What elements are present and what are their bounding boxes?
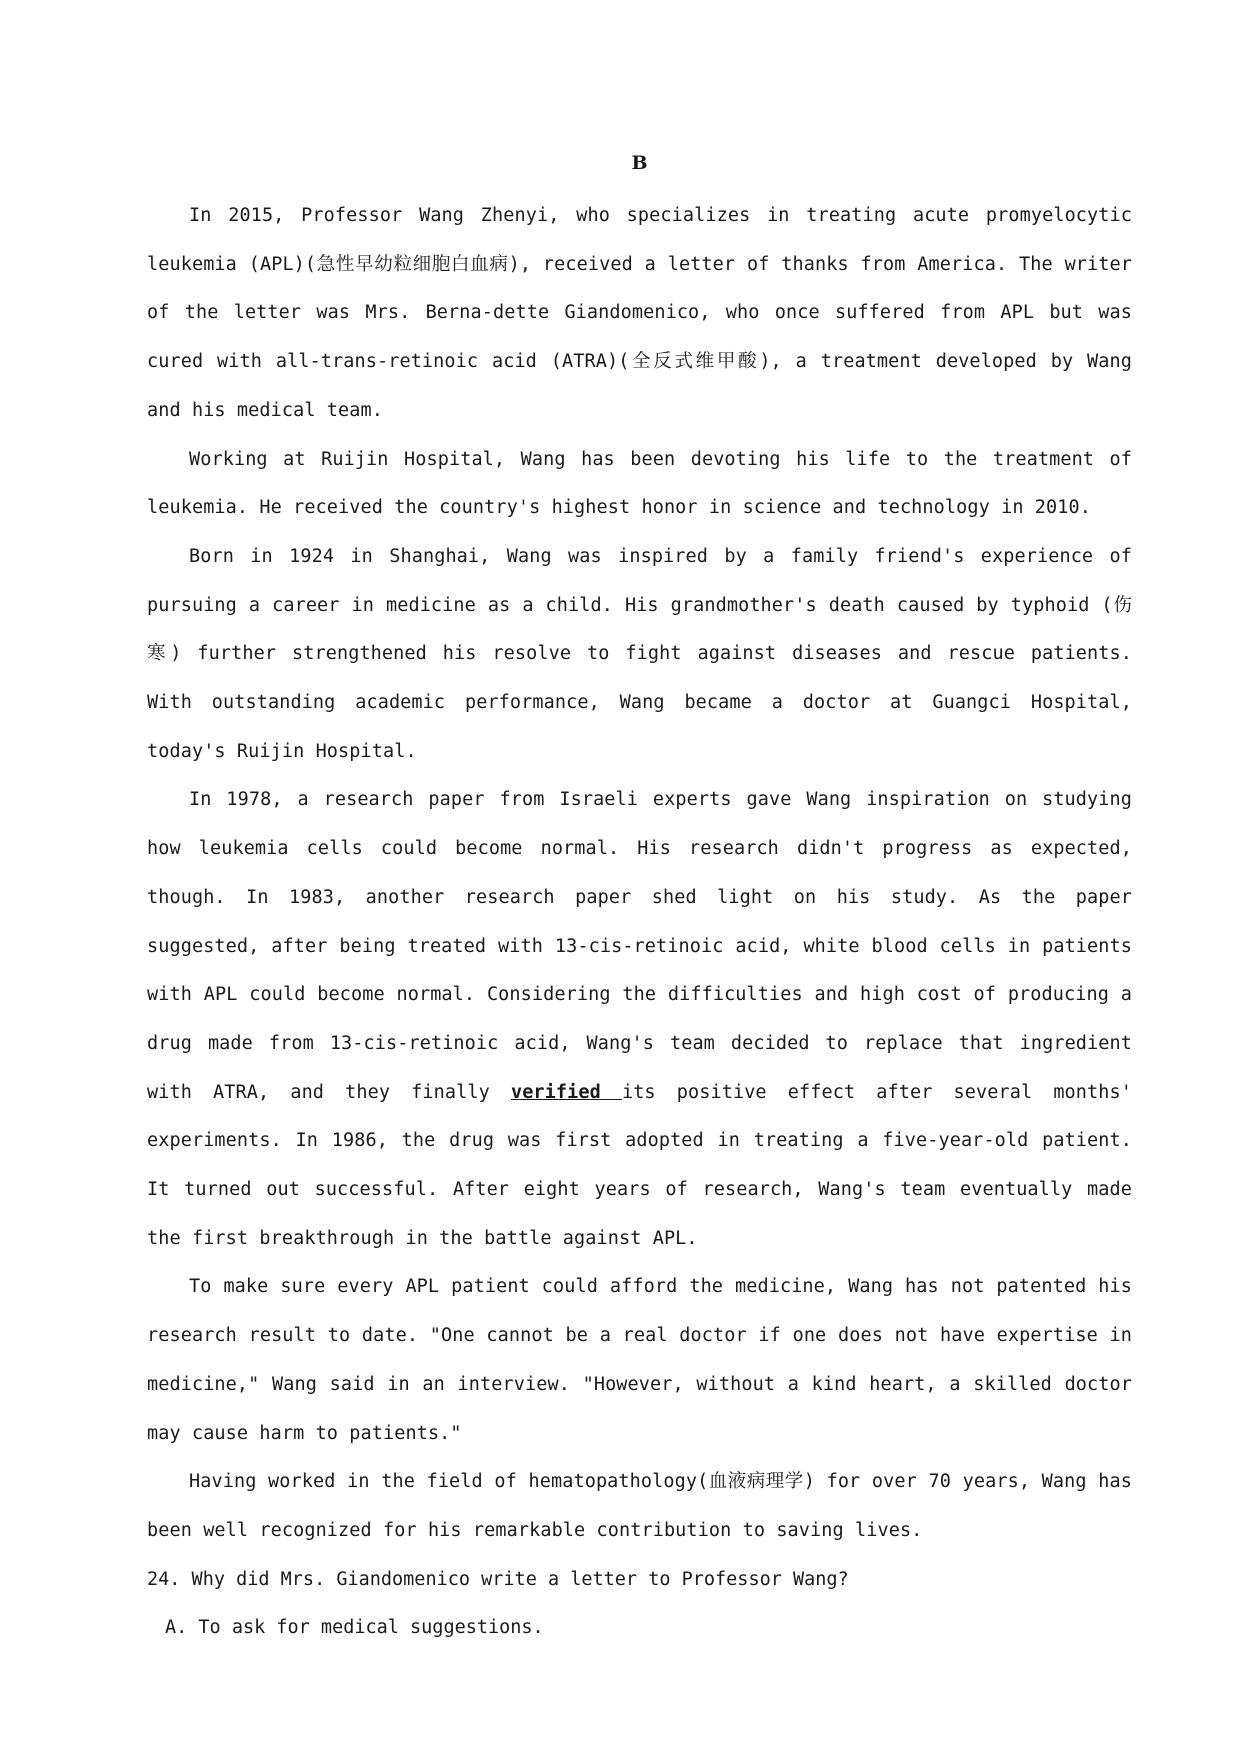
passage-paragraph-4 xyxy=(147,776,1132,1263)
paragraph-4-text-before: In 1978, a research paper from Israeli experts gave Wang inspiration on studying how leukemia cells could become normal. His research didn't progress as expected, though. In 1983, another research paper shed light on his study. As the paper suggested, after being treated with 13-cis-retinoic acid, white blood cells in patients with APL could become normal. Considering the difficulties and high cost of producing a drug made from 13-cis-retinoic acid, Wang's team decided to replace that ingredient with ATRA, and they finally xyxy=(147,789,1132,1103)
section-title: B xyxy=(631,152,648,174)
paragraph-4-text-after: its positive effect after several months' experiments. In 1986, the drug was first adopted in treating a five-year-old patient. It turned out successful. After eight years of research, Wang's team eventually made the first breakthrough in the battle against APL. xyxy=(147,1081,1132,1249)
question-24: 24. Why did Mrs. Giandomenico write a letter to Professor Wang? xyxy=(147,1568,849,1590)
passage-paragraph-1: In 2015, Professor Wang Zhenyi, who specializes in treating acute promyelocytic leukemia (APL)(急性早幼粒细胞白血病), received a letter of thanks from America. The writer of the letter was Mrs. Berna-dette Giandomenico, who once suffered from APL but was cured with all-trans-retinoic acid (ATRA)(全反式维甲酸), a treatment developed by Wang and his medical team. xyxy=(147,205,1132,421)
passage-paragraph-6: Having worked in the field of hematopathology(血液病理学) for over 70 years, Wang has been well recognized for his remarkable contribution to saving lives. xyxy=(147,1471,1132,1541)
question-24-option-a: A. To ask for medical suggestions. xyxy=(165,1617,544,1639)
passage-paragraph-3: Born in 1924 in Shanghai, Wang was inspired by a family friend's experience of pursuing a career in medicine as a child. His grandmother's death caused by typhoid (伤寒) further strengthened his resolve to fight against diseases and rescue patients. With outstanding academic performance, Wang became a doctor at Guangci Hospital, today's Ruijin Hospital. xyxy=(147,545,1132,762)
document-page xyxy=(147,148,1132,1653)
passage-paragraph-5: To make sure every APL patient could afford the medicine, Wang has not patented his research result to date. "One cannot be a real doctor if one does not have expertise in medicine," Wang said in an interview. "However, without a kind heart, a skilled doctor may cause harm to patients." xyxy=(147,1276,1132,1444)
passage-paragraph-2: Working at Ruijin Hospital, Wang has been devoting his life to the treatment of leukemia. He received the country's highest honor in science and technology in 2010. xyxy=(147,448,1132,519)
highlighted-word-verified: verified xyxy=(510,1081,622,1103)
